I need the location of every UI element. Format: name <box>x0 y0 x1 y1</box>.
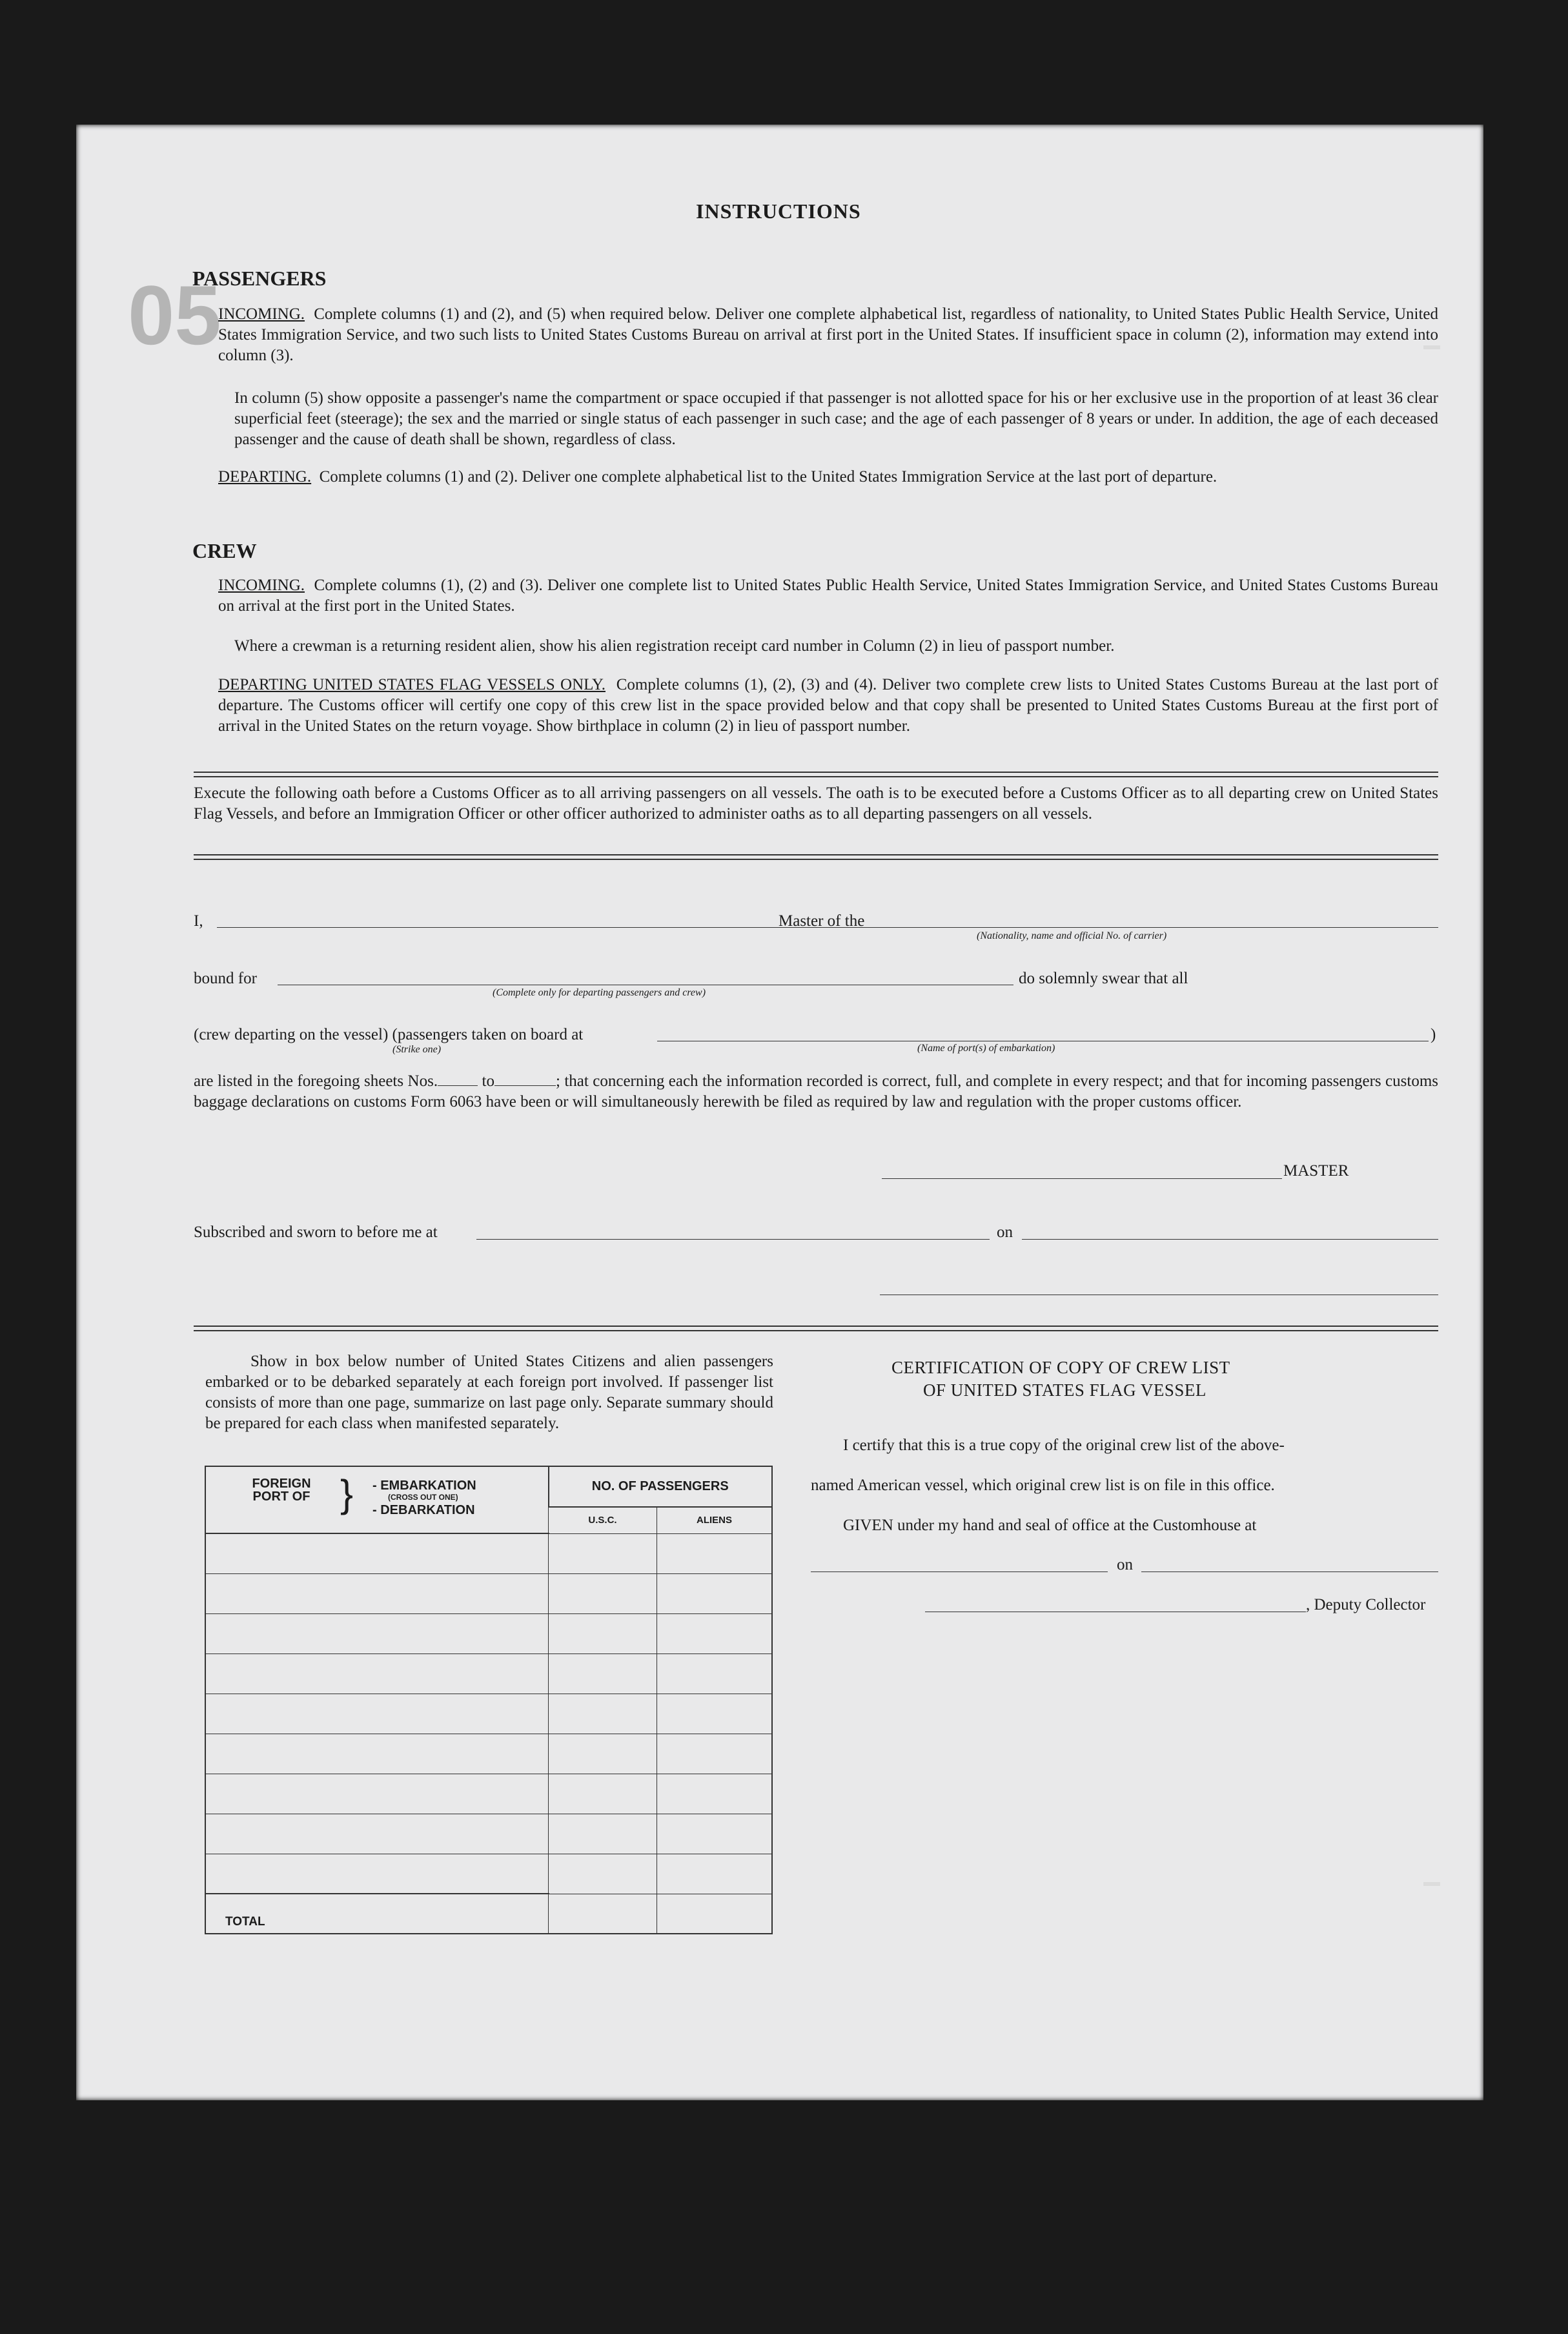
aliens-cell[interactable] <box>657 1734 773 1774</box>
given-label: GIVEN under my hand and seal of office at the Customhouse at <box>843 1517 1257 1534</box>
table-row <box>205 1734 772 1774</box>
table-header-port <box>205 1466 549 1533</box>
aliens-cell[interactable] <box>657 1774 773 1814</box>
sheets-label: are listed in the foregoing sheets Nos. <box>194 1072 438 1090</box>
aliens-cell[interactable] <box>657 1613 773 1653</box>
usc-cell[interactable] <box>549 1814 657 1854</box>
port-cell[interactable] <box>205 1854 549 1894</box>
foreign-port-label: FOREIGN PORT OF <box>252 1477 311 1504</box>
oath-statement: ; that concerning each the information recorded is correct, full, and complete in every respect; and that for incoming passengers customs baggage declarations on customs Form 6063 have been or will simultaneously herewith be filed as required by law and regulation with the proper customs officer. <box>194 1072 1438 1111</box>
master-label: MASTER <box>1283 1162 1349 1180</box>
table-row <box>205 1573 772 1613</box>
passengers-departing-text: Complete columns (1) and (2). Deliver one complete alphabetical list to the United States Immigration Service at the last port of departure. <box>319 468 1217 486</box>
crew-departing-text: Complete columns (1), (2), (3) and (4). Deliver two complete crew lists to United States Customs Bureau at the last port of departure. The Customs officer will certify one copy of this crew list in the space provided below and that copy shall be presented to United States Customs Bureau at the first port of arrival in the United States on the return voyage. Show birthplace in column (2) in lieu of passport number. <box>218 676 1438 735</box>
usc-cell[interactable] <box>549 1573 657 1613</box>
page-title: INSTRUCTIONS <box>696 200 861 223</box>
strike-one-caption: (Strike one) <box>392 1044 442 1055</box>
sworn-date-line[interactable] <box>1022 1239 1438 1240</box>
bracket-glyph: } <box>340 1472 354 1515</box>
passengers-incoming-text: Complete columns (1) and (2), and (5) when required below. Deliver one complete alphabetical list, regardless of nationality, to United States Public Health Service, United States Immigration Service, and two such lists to United States Customs Bureau on arrival at first port in the United States. If insufficient space in column (2), information may extend into column (3). <box>218 305 1438 364</box>
sworn-on-label: on <box>997 1223 1013 1241</box>
sheet-from-blank[interactable] <box>438 1085 478 1086</box>
aliens-cell[interactable] <box>657 1814 773 1854</box>
bound-for-label: bound for <box>194 970 257 987</box>
solemnly-swear-label: do solemnly swear that all <box>1019 970 1188 987</box>
table-row <box>205 1653 772 1694</box>
port-cell[interactable] <box>205 1814 549 1854</box>
passenger-summary-table <box>205 1466 773 1934</box>
master-of-the-label: Master of the <box>779 912 865 930</box>
passengers-column5-paragraph: In column (5) show opposite a passenger's name the compartment or space occupied if that passenger is not allotted space for his or her exclusive use in the proportion of at least 36 clear superficial feet (steerage); the sex and the married or single status of each passenger in such case; and the age of each passenger of 8 years or under. In addition, the age of each deceased passenger and the cause of death shall be shown, regardless of class. <box>234 389 1438 448</box>
crew-departing-paragraph <box>218 675 1438 737</box>
port-cell[interactable] <box>205 1694 549 1734</box>
table-row <box>205 1613 772 1653</box>
passengers-departing-paragraph <box>218 467 1438 487</box>
faded-stamp-number: 05 <box>128 268 221 362</box>
port-cell[interactable] <box>205 1734 549 1774</box>
aliens-cell[interactable] <box>657 1653 773 1694</box>
section-divider <box>194 854 1438 860</box>
cross-out-one-label: (CROSS OUT ONE) <box>388 1493 458 1502</box>
sheet-to-blank[interactable] <box>494 1085 556 1086</box>
usc-cell[interactable] <box>549 1734 657 1774</box>
usc-cell[interactable] <box>549 1613 657 1653</box>
certification-title-2: OF UNITED STATES FLAG VESSEL <box>923 1380 1207 1400</box>
summary-instruction: Show in box below number of United States Citizens and alien passengers embarked or to be debarked separately at each foreign port involved. If passenger list consists of more than one page, summarize on last page only. Separate summary should be prepared for each class when manifested separately. <box>205 1353 773 1432</box>
master-signature-line[interactable] <box>882 1178 1282 1179</box>
subscribed-label: Subscribed and sworn to before me at <box>194 1223 438 1241</box>
certification-date-line[interactable] <box>1141 1571 1438 1572</box>
customhouse-place-line[interactable] <box>811 1571 1108 1572</box>
aliens-total-cell[interactable] <box>657 1894 773 1934</box>
usc-cell[interactable] <box>549 1533 657 1573</box>
form-page <box>76 125 1483 2100</box>
oath-instruction: Execute the following oath before a Customs Officer as to all arriving passengers on all vessels. The oath is to be executed before a Customs Officer as to all departing crew on United States Flag Vessels, and before an Immigration Officer or other officer authorized to administer oaths as to all departing passengers on all vessels. <box>194 784 1438 823</box>
usc-cell[interactable] <box>549 1774 657 1814</box>
nationality-caption: (Nationality, name and official No. of carrier) <box>977 930 1167 941</box>
table-row <box>205 1854 772 1894</box>
deputy-collector-label: , Deputy Collector <box>1306 1596 1426 1613</box>
port-cell[interactable] <box>205 1573 549 1613</box>
aliens-cell[interactable] <box>657 1854 773 1894</box>
carrier-line[interactable] <box>880 927 1438 928</box>
embarkation-port-caption: (Name of port(s) of embarkation) <box>917 1043 1055 1054</box>
certification-title-1: CERTIFICATION OF COPY OF CREW LIST <box>891 1358 1230 1377</box>
total-label-cell <box>205 1894 549 1934</box>
passengers-heading: PASSENGERS <box>192 267 327 290</box>
table-row <box>205 1533 772 1573</box>
aliens-header <box>657 1507 773 1533</box>
table-row <box>205 1774 772 1814</box>
port-cell[interactable] <box>205 1653 549 1694</box>
usc-cell[interactable] <box>549 1694 657 1734</box>
total-label: TOTAL <box>225 1915 265 1929</box>
port-cell[interactable] <box>205 1774 549 1814</box>
crew-resident-alien-paragraph: Where a crewman is a returning resident alien, show his alien registration receipt card number in Column (2) in lieu of passport number. <box>234 637 1115 655</box>
embarkation-label: - EMBARKATION <box>372 1479 476 1493</box>
departing-only-caption: (Complete only for departing passengers and crew) <box>493 987 706 998</box>
sheets-to-label: to <box>482 1072 494 1090</box>
aliens-label: ALIENS <box>696 1515 732 1526</box>
usc-total-cell[interactable] <box>549 1894 657 1934</box>
section-divider <box>194 1326 1438 1331</box>
edge-mark <box>1423 345 1440 349</box>
crew-heading: CREW <box>192 539 257 562</box>
certification-on-label: on <box>1117 1556 1133 1573</box>
crew-incoming-paragraph <box>218 575 1438 617</box>
aliens-cell[interactable] <box>657 1694 773 1734</box>
oath-i-label: I, <box>194 912 203 930</box>
edge-mark <box>1423 1882 1440 1886</box>
no-of-passengers-header <box>549 1466 773 1507</box>
crew-passengers-strike-label: (crew departing on the vessel) (passengers taken on board at <box>194 1026 584 1043</box>
port-cell[interactable] <box>205 1613 549 1653</box>
aliens-cell[interactable] <box>657 1573 773 1613</box>
crew-incoming-text: Complete columns (1), (2) and (3). Deliver one complete list to United States Public Health Service, United States Immigration Service, and United States Customs Bureau on arrival at the first port in the United States. <box>218 577 1438 615</box>
aliens-cell[interactable] <box>657 1533 773 1573</box>
usc-label: U.S.C. <box>588 1515 617 1526</box>
passengers-incoming-label: INCOMING. <box>218 305 305 323</box>
passengers-departing-label: DEPARTING. <box>218 468 312 486</box>
sheets-paragraph <box>194 1071 1438 1112</box>
debarkation-label: - DEBARKATION <box>372 1503 475 1517</box>
certify-line-2: named American vessel, which original crew list is on file in this office. <box>811 1477 1275 1494</box>
usc-header <box>549 1507 657 1533</box>
table-row <box>205 1694 772 1734</box>
usc-cell[interactable] <box>549 1854 657 1894</box>
port-cell[interactable] <box>205 1533 549 1573</box>
total-row <box>205 1894 772 1934</box>
sworn-place-line[interactable] <box>476 1239 990 1240</box>
usc-cell[interactable] <box>549 1653 657 1694</box>
no-of-passengers-label: NO. OF PASSENGERS <box>591 1479 729 1494</box>
table-row <box>205 1814 772 1854</box>
section-divider <box>194 772 1438 777</box>
crew-incoming-label: INCOMING. <box>218 577 305 594</box>
certify-line-1: I certify that this is a true copy of the original crew list of the above- <box>843 1437 1285 1454</box>
crew-departing-label: DEPARTING UNITED STATES FLAG VESSELS ONLY. <box>218 676 606 693</box>
close-paren: ) <box>1431 1026 1436 1043</box>
passengers-incoming-paragraph <box>218 304 1438 366</box>
